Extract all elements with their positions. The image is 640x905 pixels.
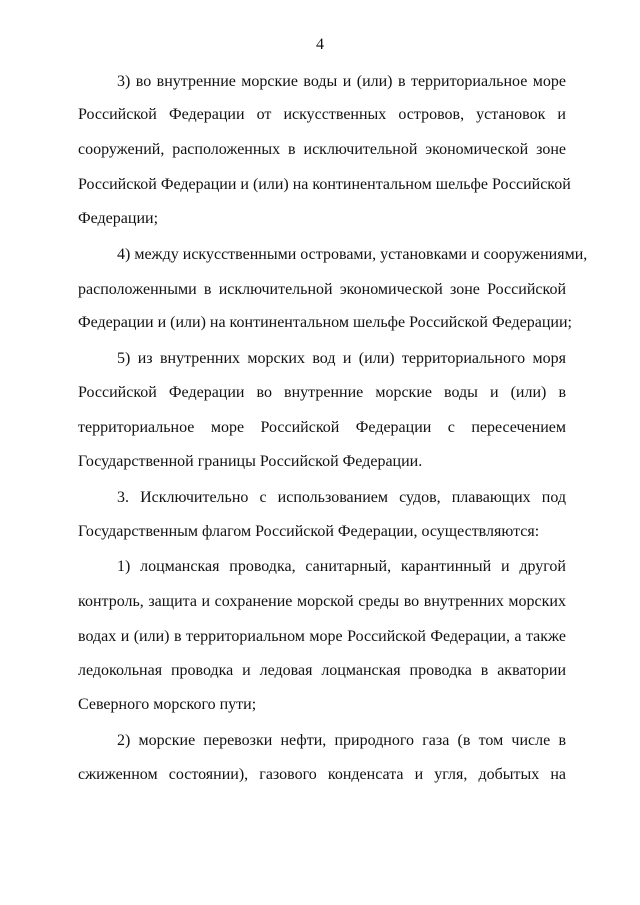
text-line: 3) во внутренние морские воды и (или) в территориальное море — [117, 73, 566, 90]
text-line: 3. Исключительно с использованием судов, плавающих под — [117, 489, 566, 506]
text-line: Государственной границы Российской Федерации. — [78, 453, 423, 470]
text-line: Северного морского пути; — [78, 696, 257, 713]
text-line: Государственным флагом Российской Федерации, осуществляются: — [78, 523, 540, 540]
text-line: 1) лоцманская проводка, санитарный, карантинный и другой — [117, 558, 566, 575]
text-line: сооружений, расположенных в исключительной экономической зоне — [78, 141, 566, 158]
text-line: расположенными в исключительной экономической зоне Российской — [78, 281, 566, 298]
text-line: Российской Федерации во внутренние морские воды и (или) в — [78, 384, 566, 401]
text-line: 5) из внутренних морских вод и (или) территориального моря — [117, 350, 566, 367]
text-line: Российской Федерации от искусственных островов, установок и — [78, 106, 566, 123]
text-line: сжиженном состоянии), газового конденсата и угля, добытых на — [78, 766, 566, 783]
text-line: контроль, защита и сохранение морской среды во внутренних морских — [78, 593, 566, 610]
text-line: Российской Федерации и (или) на континентальном шельфе Российской — [78, 176, 571, 193]
text-line: 4) между искусственными островами, установками и сооружениями, — [117, 246, 588, 263]
text-line: Федерации; — [78, 210, 159, 227]
page-number: 4 — [316, 36, 324, 53]
text-line: водах и (или) в территориальном море Российской Федерации, а также — [78, 628, 566, 645]
text-line: Федерации и (или) на континентальном шельфе Российской Федерации; — [78, 314, 572, 331]
text-line: ледокольная проводка и ледовая лоцманская проводка в акватории — [78, 662, 566, 679]
text-line: 2) морские перевозки нефти, природного газа (в том числе в — [117, 732, 566, 749]
text-line: территориальное море Российской Федерации с пересечением — [78, 419, 566, 436]
